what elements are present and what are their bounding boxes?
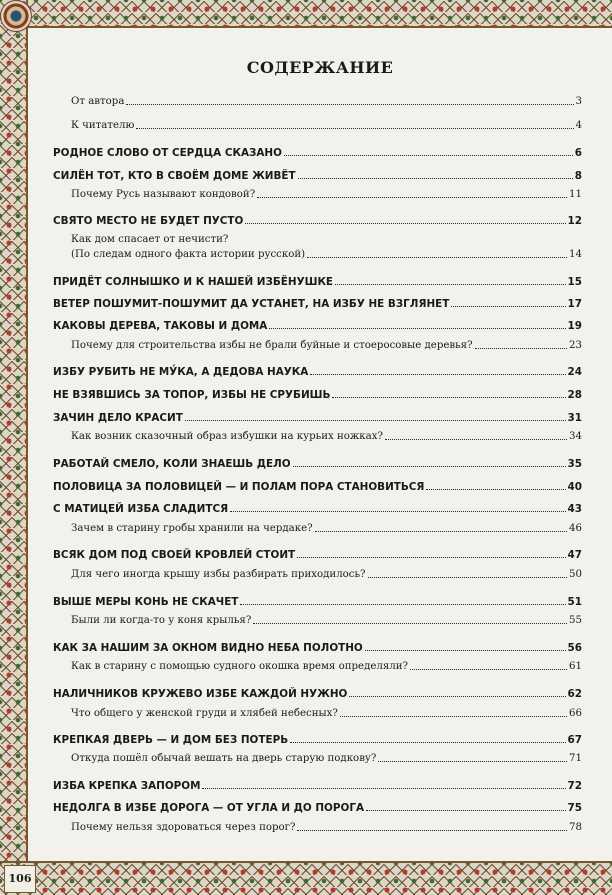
toc-entry-title: Почему Русь называют кондовой?	[71, 189, 256, 200]
toc-entry-title: Зачем в старину гробы хранили на чердаке?	[71, 523, 313, 534]
toc-chapter-page: 56	[567, 642, 582, 654]
toc-chapter-page: 72	[567, 780, 582, 792]
ornamental-border-left	[0, 0, 28, 895]
toc-chapter-title: ВЫШЕ МЕРЫ КОНЬ НЕ СКАЧЕТ	[53, 596, 239, 608]
ornamental-border-bottom	[0, 861, 612, 895]
toc-chapter-page: 40	[567, 481, 582, 493]
toc-chapter-title: ПОЛОВИЦА ЗА ПОЛОВИЦЕЙ — И ПОЛАМ ПОРА СТАНОВИТЬСЯ	[53, 481, 425, 493]
toc-entry-page: 23	[569, 340, 582, 351]
toc-chapter-title: ИЗБУ РУБИТЬ НЕ МУ́КА, А ДЕДОВА НАУКА	[53, 366, 309, 378]
toc-chapter-page: 67	[567, 734, 582, 746]
toc-entry-page: 71	[569, 753, 582, 764]
page-title: СОДЕРЖАНИЕ	[246, 58, 394, 77]
toc-chapter-page: 24	[567, 366, 582, 378]
toc-entry-title: Почему для строительства избы не брали буйные и стоеросовые деревья?	[71, 340, 473, 351]
toc-entry-page: 11	[569, 189, 582, 200]
toc-chapter-page: 62	[567, 688, 582, 700]
toc-entry-page: 55	[569, 615, 582, 626]
toc-chapter-title: НАЛИЧНИКОВ КРУЖЕВО ИЗБЕ КАЖДОЙ НУЖНО	[53, 688, 348, 700]
toc-chapter-title: НЕДОЛГА В ИЗБЕ ДОРОГА — ОТ УГЛА И ДО ПОРОГА	[53, 802, 364, 814]
toc-chapter-title: ИЗБА КРЕПКА ЗАПОРОМ	[53, 780, 201, 792]
toc-entry-title: Почему нельзя здороваться через порог?	[71, 822, 296, 833]
toc-chapter-title: НЕ ВЗЯВШИСЬ ЗА ТОПОР, ИЗБЫ НЕ СРУБИШЬ	[53, 389, 331, 401]
toc-entry-title-line1: Как дом спасает от нечисти?	[71, 234, 229, 245]
toc-entry-page: 14	[569, 249, 582, 260]
toc-entry-title: Что общего у женской груди и хлябей небесных?	[71, 708, 338, 719]
toc-chapter-page: 17	[567, 298, 582, 310]
toc-chapter-page: 19	[567, 320, 582, 332]
toc-chapter-title: С МАТИЦЕЙ ИЗБА СЛАДИТСЯ	[53, 503, 229, 515]
toc-chapter-title: КАК ЗА НАШИМ ЗА ОКНОМ ВИДНО НЕБА ПОЛОТНО	[53, 642, 363, 654]
toc-chapter-page: 28	[567, 389, 582, 401]
page-sheet	[28, 28, 612, 861]
toc-entry-page: 50	[569, 569, 582, 580]
toc-chapter-title: ВЕТЕР ПОШУМИТ-ПОШУМИТ ДА УСТАНЕТ, НА ИЗБУ НЕ ВЗГЛЯНЕТ	[53, 298, 450, 310]
toc-entry-page: 66	[569, 708, 582, 719]
toc-chapter-page: 8	[574, 170, 582, 182]
toc-chapter-page: 15	[567, 276, 582, 288]
toc-chapter-page: 51	[567, 596, 582, 608]
toc-chapter-page: 43	[567, 503, 582, 515]
toc-entry-title: От автора	[71, 96, 125, 107]
toc-chapter-title: КРЕПКАЯ ДВЕРЬ — И ДОМ БЕЗ ПОТЕРЬ	[53, 734, 289, 746]
toc-chapter-page: 31	[567, 412, 582, 424]
toc-chapter-title: ПРИДЁТ СОЛНЫШКО И К НАШЕЙ ИЗБЁНУШКЕ	[53, 276, 334, 288]
toc-chapter-title: СИЛЁН ТОТ, КТО В СВОЁМ ДОМЕ ЖИВЁТ	[53, 170, 296, 182]
toc-entry-title: (По следам одного факта истории русской)	[71, 249, 306, 260]
toc-entry-title: К читателю	[71, 120, 135, 131]
toc-entry-title: Для чего иногда крышу избы разбирать приходилось?	[71, 569, 366, 580]
toc-entry-title: Как в старину с помощью судного окошка время определяли?	[71, 661, 408, 672]
toc-chapter-page: 47	[567, 549, 582, 561]
toc-entry-title: Как возник сказочный образ избушки на курьих ножках?	[71, 431, 383, 442]
toc-chapter-title: РАБОТАЙ СМЕЛО, КОЛИ ЗНАЕШЬ ДЕЛО	[53, 458, 291, 470]
toc-chapter-title: РОДНОЕ СЛОВО ОТ СЕРДЦА СКАЗАНО	[53, 147, 282, 159]
toc-entry-page: 3	[575, 96, 582, 107]
toc-chapter-title: ВСЯК ДОМ ПОД СВОЕЙ КРОВЛЕЙ СТОИТ	[53, 549, 296, 561]
toc-entry-page: 34	[569, 431, 582, 442]
toc-entry-page: 46	[569, 523, 582, 534]
toc-entry-title: Были ли когда-то у коня крылья?	[71, 615, 252, 626]
toc-chapter-page: 75	[567, 802, 582, 814]
toc-chapter-page: 6	[574, 147, 582, 159]
toc-chapter-page: 35	[567, 458, 582, 470]
toc-entry-page: 4	[575, 120, 582, 131]
toc-entry-page: 61	[569, 661, 582, 672]
toc-entry-title: Откуда пошёл обычай вешать на дверь старую подкову?	[71, 753, 377, 764]
toc-chapter-title: КАКОВЫ ДЕРЕВА, ТАКОВЫ И ДОМА	[53, 320, 268, 332]
ornamental-border-top	[0, 0, 612, 28]
toc-chapter-title: ЗАЧИН ДЕЛО КРАСИТ	[53, 412, 183, 424]
toc-chapter-title: СВЯТО МЕСТО НЕ БУДЕТ ПУСТО	[53, 215, 244, 227]
toc-entry-page: 78	[569, 822, 582, 833]
toc-chapter-page: 12	[567, 215, 582, 227]
page-number: 106	[4, 865, 36, 893]
